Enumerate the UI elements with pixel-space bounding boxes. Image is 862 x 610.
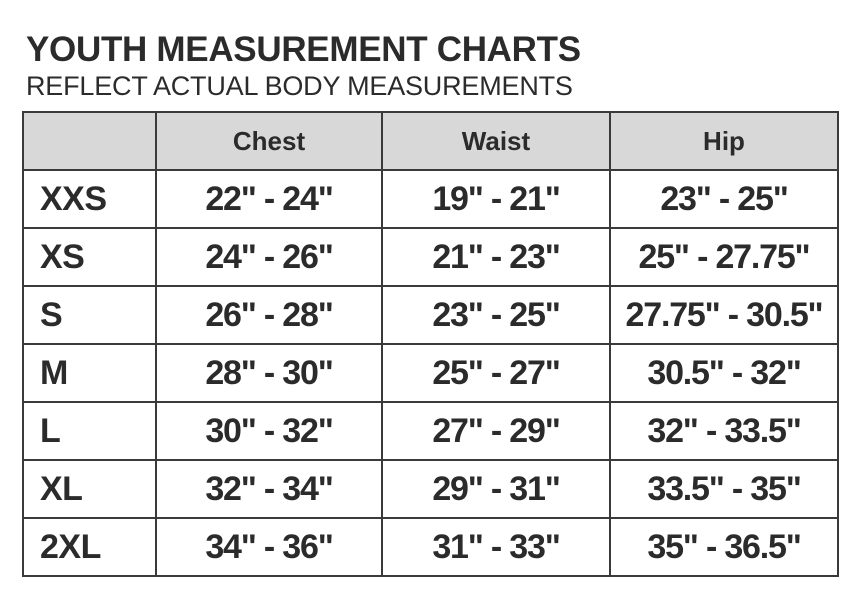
hip-cell: 27.75" - 30.5"	[610, 286, 838, 344]
size-cell: XL	[23, 460, 156, 518]
chest-cell: 28" - 30"	[156, 344, 382, 402]
table-row	[23, 286, 838, 344]
measurement-table	[22, 111, 839, 577]
waist-cell: 31" - 33"	[382, 518, 610, 576]
column-header-hip: Hip	[610, 112, 838, 170]
column-header-waist: Waist	[382, 112, 610, 170]
table-row	[23, 228, 838, 286]
hip-cell: 23" - 25"	[610, 170, 838, 228]
chest-cell: 34" - 36"	[156, 518, 382, 576]
column-header-chest: Chest	[156, 112, 382, 170]
hip-cell: 25" - 27.75"	[610, 228, 838, 286]
waist-cell: 23" - 25"	[382, 286, 610, 344]
hip-cell: 33.5" - 35"	[610, 460, 838, 518]
size-cell: 2XL	[23, 518, 156, 576]
waist-cell: 19" - 21"	[382, 170, 610, 228]
chest-cell: 22" - 24"	[156, 170, 382, 228]
waist-cell: 27" - 29"	[382, 402, 610, 460]
hip-cell: 32" - 33.5"	[610, 402, 838, 460]
waist-cell: 29" - 31"	[382, 460, 610, 518]
waist-cell: 25" - 27"	[382, 344, 610, 402]
column-header-size	[23, 112, 156, 170]
chest-cell: 24" - 26"	[156, 228, 382, 286]
page-title: YOUTH MEASUREMENT CHARTS	[26, 30, 581, 69]
size-cell: XS	[23, 228, 156, 286]
chest-cell: 30" - 32"	[156, 402, 382, 460]
waist-cell: 21" - 23"	[382, 228, 610, 286]
size-cell: M	[23, 344, 156, 402]
table-row	[23, 460, 838, 518]
table-row	[23, 170, 838, 228]
size-cell: S	[23, 286, 156, 344]
table-row	[23, 402, 838, 460]
page-subtitle: REFLECT ACTUAL BODY MEASUREMENTS	[26, 71, 573, 101]
chest-cell: 26" - 28"	[156, 286, 382, 344]
table-row	[23, 344, 838, 402]
table-header-row	[23, 112, 838, 170]
size-cell: XXS	[23, 170, 156, 228]
hip-cell: 30.5" - 32"	[610, 344, 838, 402]
chest-cell: 32" - 34"	[156, 460, 382, 518]
hip-cell: 35" - 36.5"	[610, 518, 838, 576]
table-row	[23, 518, 838, 576]
size-cell: L	[23, 402, 156, 460]
